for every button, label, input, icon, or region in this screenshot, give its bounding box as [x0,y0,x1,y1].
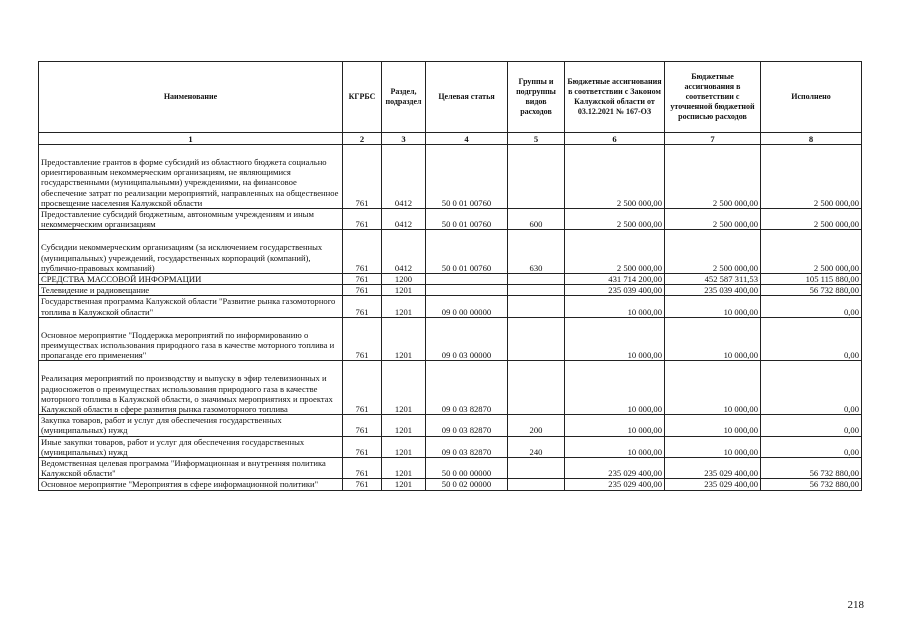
row-group [508,274,565,285]
row-section: 1201 [382,479,426,490]
row-name: Иные закупки товаров, работ и услуг для обеспечения государственных (муниципальных) нужд [39,436,343,457]
row-budget-refined: 10 000,00 [665,436,761,457]
row-section: 1201 [382,436,426,457]
row-target [426,274,508,285]
header-executed: Исполнено [761,62,862,133]
page-number: 218 [847,599,864,611]
table-header [39,62,862,145]
row-group: 600 [508,209,565,230]
row-kgrbs: 761 [343,274,382,285]
row-budget-law: 235 029 400,00 [565,458,665,479]
row-budget-law: 10 000,00 [565,296,665,317]
row-executed: 2 500 000,00 [761,145,862,209]
row-section: 1201 [382,285,426,296]
row-group: 200 [508,415,565,436]
row-kgrbs: 761 [343,230,382,274]
row-group [508,285,565,296]
row-kgrbs: 761 [343,436,382,457]
row-budget-refined: 235 029 400,00 [665,479,761,490]
row-budget-law: 235 039 400,00 [565,285,665,296]
row-budget-refined: 2 500 000,00 [665,230,761,274]
table-body [39,145,862,491]
row-group [508,479,565,490]
row-executed: 56 732 880,00 [761,285,862,296]
column-number: 2 [343,133,382,145]
row-group [508,296,565,317]
row-target: 50 0 01 00760 [426,230,508,274]
row-name: СРЕДСТВА МАССОВОЙ ИНФОРМАЦИИ [39,274,343,285]
row-section: 1201 [382,361,426,415]
row-executed: 0,00 [761,415,862,436]
row-group [508,458,565,479]
row-kgrbs: 761 [343,479,382,490]
row-budget-law: 10 000,00 [565,317,665,361]
row-name: Закупка товаров, работ и услуг для обеспечения государственных (муниципальных) нужд [39,415,343,436]
row-section: 0412 [382,209,426,230]
row-kgrbs: 761 [343,285,382,296]
budget-table [38,61,862,491]
row-target: 09 0 03 00000 [426,317,508,361]
row-group [508,145,565,209]
row-budget-refined: 235 029 400,00 [665,458,761,479]
row-executed: 0,00 [761,317,862,361]
column-number: 8 [761,133,862,145]
row-budget-refined: 452 587 311,53 [665,274,761,285]
row-section: 1201 [382,296,426,317]
header-name: Наименование [39,62,343,133]
row-target: 09 0 03 82870 [426,436,508,457]
column-number: 1 [39,133,343,145]
row-name: Основное мероприятие "Мероприятия в сфере информационной политики" [39,479,343,490]
row-executed: 0,00 [761,361,862,415]
row-target: 50 0 01 00760 [426,209,508,230]
row-name: Предоставление субсидий бюджетным, автономным учреждениям и иным некоммерческим организациям [39,209,343,230]
row-name: Субсидии некоммерческим организациям (за исключением государственных (муниципальных) учреждений, государственных корпораций (компаний), публично-правовых компаний) [39,230,343,274]
row-target: 50 0 02 00000 [426,479,508,490]
table-row [39,230,862,274]
row-budget-refined: 2 500 000,00 [665,209,761,230]
row-budget-refined: 235 039 400,00 [665,285,761,296]
row-name: Ведомственная целевая программа "Информационная и внутренняя политика Калужской области" [39,458,343,479]
row-kgrbs: 761 [343,415,382,436]
column-number: 7 [665,133,761,145]
row-kgrbs: 761 [343,361,382,415]
row-section: 1201 [382,458,426,479]
row-executed: 2 500 000,00 [761,230,862,274]
row-budget-refined: 2 500 000,00 [665,145,761,209]
header-target: Целевая статья [426,62,508,133]
row-budget-law: 2 500 000,00 [565,145,665,209]
row-budget-law: 235 029 400,00 [565,479,665,490]
row-group: 630 [508,230,565,274]
row-group [508,361,565,415]
header-budget-law: Бюджетные ассигнования в соответствии с Законом Калужской области от 03.12.2021 № 167-ОЗ [565,62,665,133]
table-row [39,285,862,296]
row-group: 240 [508,436,565,457]
row-executed: 2 500 000,00 [761,209,862,230]
table-row [39,361,862,415]
row-budget-law: 10 000,00 [565,361,665,415]
row-executed: 0,00 [761,296,862,317]
row-kgrbs: 761 [343,145,382,209]
row-target [426,285,508,296]
row-section: 1201 [382,415,426,436]
header-section: Раздел, подраздел [382,62,426,133]
row-budget-refined: 10 000,00 [665,361,761,415]
row-section: 1200 [382,274,426,285]
row-target: 09 0 00 00000 [426,296,508,317]
row-kgrbs: 761 [343,296,382,317]
row-executed: 56 732 880,00 [761,458,862,479]
row-executed: 0,00 [761,436,862,457]
column-number: 5 [508,133,565,145]
header-budget-refined: Бюджетные ассигнования в соответствии с уточненной бюджетной росписью расходов [665,62,761,133]
table-row [39,145,862,209]
column-number: 4 [426,133,508,145]
row-executed: 105 115 880,00 [761,274,862,285]
row-section: 0412 [382,145,426,209]
column-number: 3 [382,133,426,145]
row-budget-refined: 10 000,00 [665,317,761,361]
row-budget-law: 10 000,00 [565,415,665,436]
table-row [39,415,862,436]
table-row [39,274,862,285]
row-section: 0412 [382,230,426,274]
table-row [39,436,862,457]
row-kgrbs: 761 [343,317,382,361]
row-section: 1201 [382,317,426,361]
table-row [39,458,862,479]
row-target: 09 0 03 82870 [426,415,508,436]
row-name: Основное мероприятие "Поддержка мероприятий по информированию о преимуществах использования природного газа в качестве моторного топлива и пропаганде его применения" [39,317,343,361]
column-number: 6 [565,133,665,145]
row-budget-refined: 10 000,00 [665,296,761,317]
row-target: 50 0 00 00000 [426,458,508,479]
row-group [508,317,565,361]
row-executed: 56 732 880,00 [761,479,862,490]
table-row [39,209,862,230]
column-number-row [39,133,862,145]
row-budget-law: 2 500 000,00 [565,209,665,230]
row-target: 50 0 01 00760 [426,145,508,209]
row-kgrbs: 761 [343,458,382,479]
row-kgrbs: 761 [343,209,382,230]
row-name: Предоставление грантов в форме субсидий из областного бюджета социально ориентированным некоммерческим организациям, не являющимися государственными (муниципальными) учреждениями, на финансовое обеспечение затрат по реализации мероприятий, направленных на общественное просвещение населения Калужской области [39,145,343,209]
row-name: Телевидение и радиовещание [39,285,343,296]
row-budget-law: 10 000,00 [565,436,665,457]
table-row [39,479,862,490]
row-budget-law: 431 714 200,00 [565,274,665,285]
row-name: Реализация мероприятий по производству и выпуску в эфир телевизионных и радиосюжетов о преимуществах использования природного газа в качестве моторного топлива в Калужской области, о значимых мероприятиях и проектах Калужской области в сфере развития рынка газомоторного топлива [39,361,343,415]
table-row [39,296,862,317]
table-row [39,317,862,361]
row-budget-law: 2 500 000,00 [565,230,665,274]
row-budget-refined: 10 000,00 [665,415,761,436]
header-group: Группы и подгруппы видов расходов [508,62,565,133]
header-kgrbs: КГРБС [343,62,382,133]
row-target: 09 0 03 82870 [426,361,508,415]
row-name: Государственная программа Калужской области "Развитие рынка газомоторного топлива в Калужской области" [39,296,343,317]
